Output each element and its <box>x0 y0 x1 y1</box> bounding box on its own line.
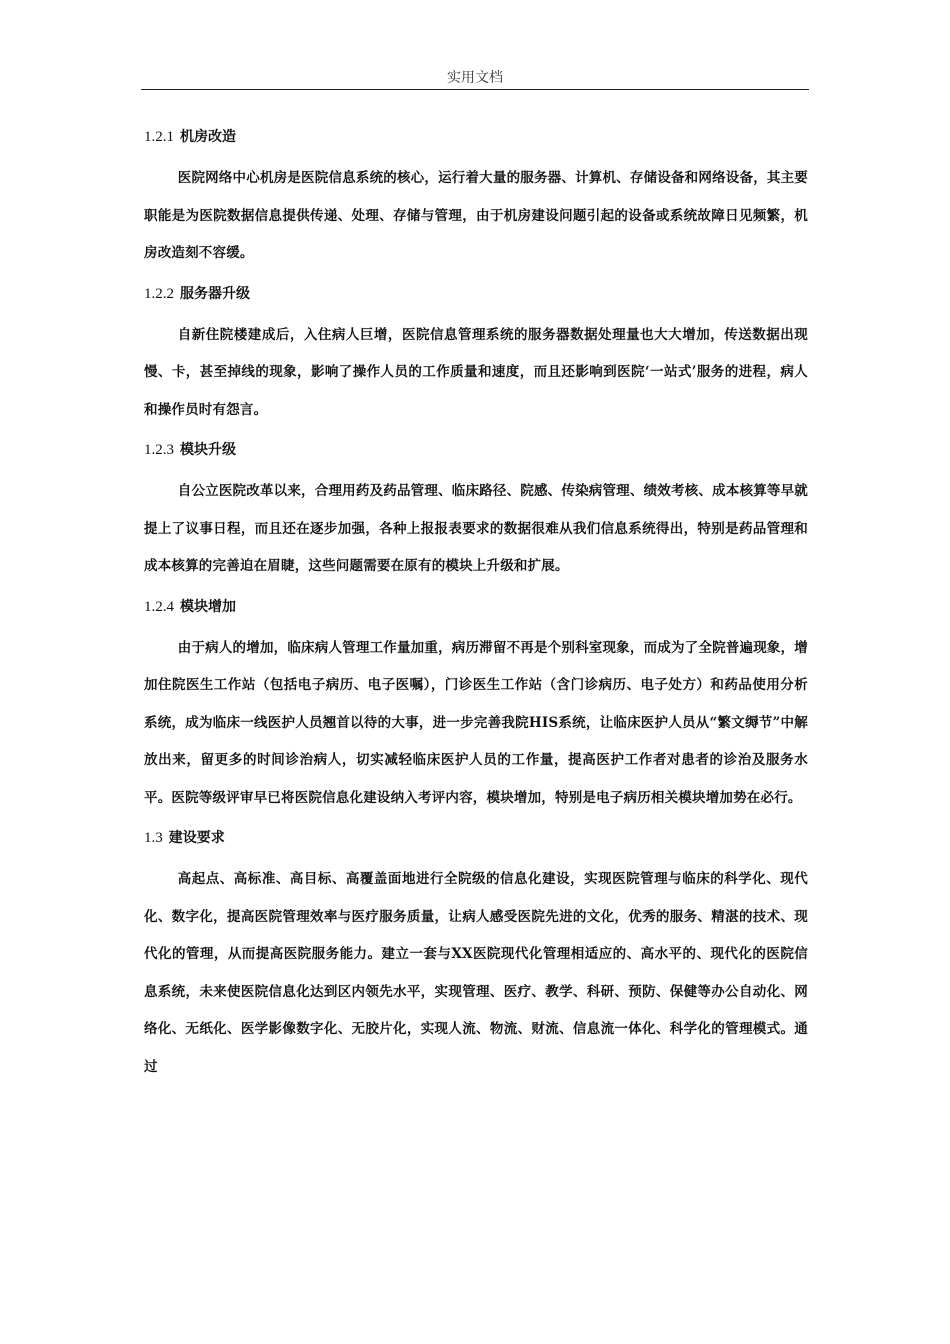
section-heading-1-2-3 <box>144 437 808 463</box>
section-paragraph: 自公立医院改革以来，合理用药及药品管理、临床路径、院感、传染病管理、绩效考核、成本核算等早就提上了议事日程，而且还在逐步加强，各种上报报表要求的数据很难从我们信息系统得出，特别是药品管理和成本核算的完善迫在眉睫，这些问题需要在原有的模块上升级和扩展。 <box>144 483 808 574</box>
section-number: 1.3 <box>144 830 163 846</box>
section-title: 建设要求 <box>168 830 225 846</box>
section-number: 1.2.1 <box>144 129 174 145</box>
section-heading-1-2-4 <box>144 594 808 620</box>
section-number: 1.2.4 <box>144 598 174 615</box>
section-heading-1-3 <box>144 825 808 851</box>
section-paragraph: 高起点、高标准、高目标、高覆盖面地进行全院级的信息化建设，实现医院管理与临床的科学化、现代化、数字化，提高医院管理效率与医疗服务质量，让病人感受医院先进的文化，优秀的服务、精湛的技术、现代化的管理，从而提高医院服务能力。建立一套与XX医院现代化管理相适应的、高水平的、现代化的医院信息系统，未来使医院信息化达到区内领先水平，实现管理、医疗、教学、科研、预防、保健等办公自动化、网络化、无纸化、医学影像数字化、无胶片化，实现人流、物流、财流、信息流一体化、科学化的管理模式。通过 <box>144 871 808 1075</box>
section-title: 模块增加 <box>180 598 236 615</box>
section-heading-1-2-2 <box>144 281 808 307</box>
section-paragraph: 医院网络中心机房是医院信息系统的核心，运行着大量的服务器、计算机、存储设备和网络设备，其主要职能是为医院数据信息提供传递、处理、存储与管理，由于机房建设问题引起的设备或系统故障日见频繁，机房改造刻不容缓。 <box>144 170 808 261</box>
section-heading-1-2-1 <box>144 124 808 150</box>
page-header <box>141 68 809 90</box>
section-title: 机房改造 <box>180 129 236 145</box>
section-paragraph: 由于病人的增加，临床病人管理工作量加重，病历滞留不再是个别科室现象，而成为了全院普遍现象，增加住院医生工作站（包括电子病历、电子医嘱），门诊医生工作站（含门诊病历、电子处方）和药品使用分析系统，成为临床一线医护人员翘首以待的大事，进一步完善我院HIS系统，让临床医护人员从“繁文缛节”中解放出来，留更多的时间诊治病人，切实减轻临床医护人员的工作量，提高医护工作者对患者的诊治及服务水平。医院等级评审早已将医院信息化建设纳入考评内容，模块增加，特别是电子病历相关模块增加势在必行。 <box>144 639 808 806</box>
section-title: 模块升级 <box>180 442 236 458</box>
section-number: 1.2.2 <box>144 285 174 302</box>
section-title: 服务器升级 <box>180 285 250 302</box>
section-number: 1.2.3 <box>144 442 174 458</box>
page-header-title: 实用文档 <box>447 70 503 86</box>
section-paragraph: 自新住院楼建成后，入住病人巨增，医院信息管理系统的服务器数据处理量也大大增加，传送数据出现慢、卡，甚至掉线的现象，影响了操作人员的工作质量和速度，而且还影响到医院‘一站式’服务的进程，病人和操作员时有怨言。 <box>144 326 808 418</box>
document-body <box>144 120 808 1094</box>
